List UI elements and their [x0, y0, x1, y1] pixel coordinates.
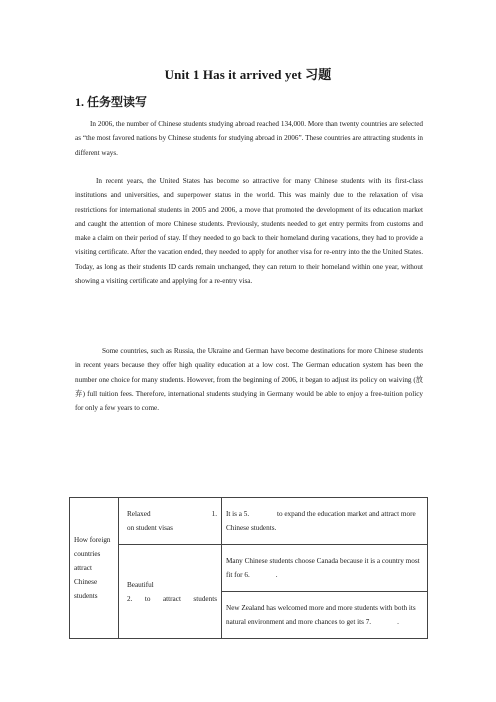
section-heading: 1. 任务型读写: [75, 95, 148, 109]
paragraph-2: In recent years, the United States has become so attractive for many Chinese students with its first-class institutions and universities, and superpower status in the world. This was mainly due to the relaxation of visa restrictions for international students in 2005 and 2006, a move that promoted the development of its education market and caught the attention of more Chinese students. Previously, students needed to get entry permits from customs and make a claim on their period of stay. If they needed to go back to their homeland during vacations, they had to provide a visiting certificate. After the vacation ended, they needed to apply for another visa for re-entry into the the United States. Today, as long as their students ID cards remain unchanged, they can return to their homeland within one year, without showing a visiting certificate and applying for a re-entry visa.: [75, 177, 423, 286]
table-header-cell: [70, 498, 119, 639]
table-header-text: How foreign countries attract Chinese students: [74, 536, 111, 600]
row1-right-cell: It is a 5. to expand the education market and attract more Chinese students.: [222, 498, 428, 545]
paragraph-1: In 2006, the number of Chinese students studying abroad reached 134,000. More than twenty countries are selected as “the most favored nations by Chinese students for studying abroad in 2006”. These countries are attracting students in different ways.: [75, 120, 423, 157]
row1-middle-cell: [119, 498, 222, 545]
paragraph-3: Some countries, such as Russia, the Ukraine and German have become destinations for more Chinese students in recent years because they offer high quality education at a low cost. The German education system has been the number one choice for many students. However, from the beginning of 2006, it began to adjust its policy on waiving (放弃) full tuition fees. Therefore, international students studying in Germany would be able to enjoy a free-tuition policy for only a few years to come.: [75, 347, 423, 413]
row1-middle-line: Relaxed 1.: [127, 510, 217, 518]
row3-right-cell: New Zealand has welcomed more and more students with both its natural environment and more chances to get its 7. .: [222, 592, 428, 639]
row2-right-cell: Many Chinese students choose Canada because it is a country most fit for 6. .: [222, 545, 428, 592]
row2-middle-line: 2. to attract students: [127, 594, 217, 603]
page-title: Unit 1 Has it arrived yet 习题: [164, 67, 332, 82]
row2-middle-cell: [119, 545, 222, 639]
row2-middle-head: Beautiful: [127, 580, 154, 589]
summary-table: [69, 497, 428, 639]
row1-middle-tail: on student visas: [127, 524, 173, 532]
